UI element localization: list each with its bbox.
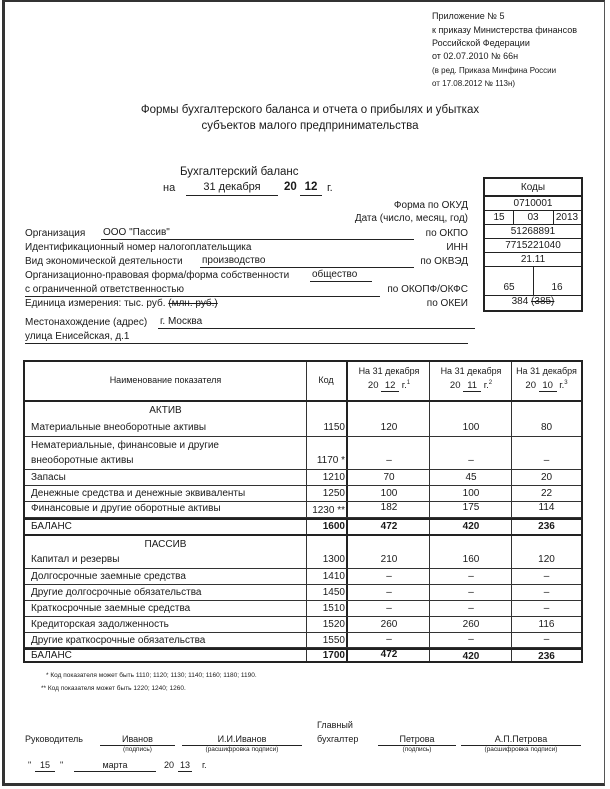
balance-year-unit: г. <box>327 182 333 194</box>
table-row <box>25 633 581 648</box>
year-value: 12 <box>381 380 399 392</box>
row-value-2011: – <box>468 603 474 614</box>
chief-name: А.П.Петрова <box>461 734 581 746</box>
header-col2-line2 <box>430 380 512 392</box>
head-signature: Иванов <box>100 734 175 746</box>
row-code: 1150 <box>323 422 345 433</box>
row-value-2010: 236 <box>538 651 555 662</box>
address-label: Местонахождение (адрес) <box>25 317 148 328</box>
row-value-2012: – <box>386 587 392 598</box>
row-name-line1: Нематериальные, финансовые и другие <box>31 440 219 451</box>
row-code: 1250 <box>322 488 345 499</box>
head-name: И.И.Иванов <box>182 734 302 746</box>
table-row <box>25 486 581 502</box>
table-row <box>25 502 581 518</box>
row-code: 1550 <box>322 635 345 646</box>
row-value-2012: 472 <box>380 649 398 660</box>
row-code: 1210 <box>322 472 345 483</box>
row-value-2010: – <box>543 587 550 598</box>
year-value: 11 <box>463 380 481 392</box>
chief-signature: Петрова <box>378 734 456 746</box>
org-label: Организация <box>25 228 86 239</box>
legal-form-field-2: с ограниченной ответственностью <box>25 284 380 297</box>
row-value-2011: – <box>468 571 474 582</box>
header-col2-line1: На 31 декабря <box>440 366 502 376</box>
page-title: Формы бухгалтерского баланса и отчета о прибылях и убытках <box>140 104 480 116</box>
row-value-2010: 20 <box>540 472 553 483</box>
okei-value: 384 <box>511 296 529 307</box>
row-code: 1700 <box>322 650 345 661</box>
row-code: 1170 * <box>316 455 345 466</box>
activity-field: производство <box>200 255 414 268</box>
page-subtitle: субъектов малого предпринимательства <box>201 120 419 132</box>
row-value-2012: 120 <box>380 422 398 433</box>
chief-name-caption: (расшифровка подписи) <box>484 746 558 753</box>
balance-title: Бухгалтерский баланс <box>180 166 299 178</box>
row-value-2012: – <box>386 571 392 582</box>
row-name: Другие краткосрочные обязательства <box>31 635 206 646</box>
table-row-total <box>25 518 581 536</box>
okfs-code: 16 <box>533 267 581 296</box>
header-col3-line1: На 31 декабря <box>516 366 577 376</box>
year-value: 10 <box>539 380 557 392</box>
row-value-2012: 100 <box>380 488 398 499</box>
codes-box <box>483 177 583 312</box>
row-value-2011: 420 <box>462 651 480 662</box>
unit-label <box>25 298 218 309</box>
date-year-code: 2013 <box>553 211 581 225</box>
codes-header: Коды <box>485 179 581 197</box>
table-row <box>25 402 581 437</box>
address-field-2: улица Енисейская, д.1 <box>25 331 468 344</box>
row-value-2010: – <box>543 634 550 645</box>
row-value-2012: – <box>386 603 392 614</box>
header-code: Код <box>318 375 334 385</box>
org-field: ООО "Пассив" <box>101 227 414 240</box>
balance-table <box>23 360 583 663</box>
date-month-code: 03 <box>513 211 553 225</box>
row-code: 1510 <box>322 603 345 614</box>
table-row <box>25 585 581 601</box>
divider <box>553 211 554 225</box>
sign-date-unit: г. <box>202 760 207 770</box>
okei-code <box>485 296 581 310</box>
appendix-line: (в ред. Приказа Минфина России <box>432 66 557 75</box>
legal-form-label: Организационно-правовая форма/форма собственности <box>25 270 290 281</box>
okpo-code: 51268891 <box>485 225 581 239</box>
footnote-1: * Код показателя может быть 1110; 1120; 1130; 1140; 1160; 1180; 1190. <box>46 672 257 679</box>
sign-date-year-prefix: 20 <box>164 760 175 770</box>
header-col1-line1: На 31 декабря <box>358 366 420 376</box>
okopf-code: 65 <box>485 267 533 296</box>
inn-label-full: Идентификационный номер налогоплательщика <box>25 242 252 253</box>
sign-date-day: 15 <box>35 760 55 772</box>
row-value-2010: 80 <box>540 422 553 433</box>
year-unit: г. <box>559 380 565 392</box>
row-value-2010: – <box>543 571 550 582</box>
row-value-2010: 120 <box>538 554 555 565</box>
okud-label: Форма по ОКУД <box>393 200 468 211</box>
balance-on-label: на <box>163 182 176 194</box>
balance-date: 31 декабря <box>186 181 278 196</box>
row-value-2010: – <box>543 455 550 466</box>
table-row <box>25 617 581 633</box>
row-name: Материальные внеоборотные активы <box>31 422 207 433</box>
header-col1-line2 <box>348 380 430 392</box>
appendix-line: от 02.07.2010 № 66н <box>432 51 519 61</box>
row-value-2010: 116 <box>538 619 555 630</box>
row-value-2012: 70 <box>383 472 395 483</box>
sign-date-quote-close: " <box>60 760 64 770</box>
inn-code: 7715221040 <box>485 239 581 253</box>
row-value-2011: 100 <box>462 488 480 499</box>
year-prefix: 20 <box>449 380 461 392</box>
appendix-line: от 17.08.2012 № 113н) <box>432 79 516 88</box>
activity-label: Вид экономической деятельности <box>25 256 183 267</box>
row-value-2011: 260 <box>462 619 480 630</box>
row-name: Другие долгосрочные обязательства <box>31 587 202 598</box>
row-value-2010: 22 <box>540 488 553 499</box>
sign-date-month: марта <box>74 760 156 772</box>
okved-code: 21.11 <box>485 253 581 267</box>
row-value-2011: 45 <box>465 472 477 483</box>
row-value-2012: 182 <box>380 502 398 513</box>
footnote-2: ** Код показателя может быть 1220; 1240; 1260. <box>41 685 186 692</box>
balance-year: 12 <box>300 181 322 196</box>
row-value-2010: 114 <box>538 502 555 513</box>
footnote-marker: 1 <box>406 380 411 386</box>
header-name: Наименование показателя <box>109 375 222 385</box>
row-value-2010: 236 <box>538 521 555 532</box>
okved-label: по ОКВЭД <box>420 256 468 267</box>
row-value-2012: 260 <box>380 619 398 630</box>
okopf-label: по ОКОПФ/ОКФС <box>387 284 468 295</box>
row-code: 1300 <box>322 554 345 565</box>
row-name: Финансовые и другие оборотные активы <box>31 503 221 514</box>
okei-label: по ОКЕИ <box>426 298 468 309</box>
balance-year-prefix: 20 <box>284 181 297 193</box>
head-signature-caption: (подпись) <box>123 746 152 753</box>
row-value-2011: 100 <box>462 422 480 433</box>
row-value-2012: 472 <box>380 521 398 532</box>
year-unit: г. <box>483 380 489 392</box>
row-value-2011: – <box>468 634 474 645</box>
row-value-2011: – <box>468 455 474 466</box>
row-name-line2: внеоборотные активы <box>31 455 134 466</box>
row-name: Кредиторская задолженность <box>31 619 169 630</box>
row-value-2012: – <box>386 634 392 645</box>
year-unit: г. <box>401 380 407 392</box>
appendix-line: Российской Федерации <box>432 38 530 48</box>
legal-form-field-1: общество <box>310 269 372 282</box>
row-value-2012: – <box>386 455 392 466</box>
table-row <box>25 437 581 470</box>
table-row-total <box>25 648 581 661</box>
footnote-marker: 3 <box>564 380 568 386</box>
year-prefix: 20 <box>525 380 536 392</box>
address-field-1: г. Москва <box>158 316 475 329</box>
head-label: Руководитель <box>25 734 83 744</box>
row-name: БАЛАНС <box>31 650 72 661</box>
header-col3-line2 <box>512 380 581 392</box>
row-value-2011: 175 <box>462 502 480 513</box>
row-code: 1600 <box>322 521 345 532</box>
date-label: Дата (число, месяц, год) <box>354 213 468 224</box>
row-value-2011: 160 <box>462 554 480 565</box>
row-name: Долгосрочные заемные средства <box>31 571 186 582</box>
table-row <box>25 470 581 486</box>
row-name: БАЛАНС <box>31 521 72 532</box>
year-prefix: 20 <box>367 380 379 392</box>
sign-date-year: 13 <box>179 760 190 770</box>
okpo-label: по ОКПО <box>425 228 468 239</box>
head-name-caption: (расшифровка подписи) <box>205 746 279 753</box>
okei-struck-value: (385) <box>531 296 555 307</box>
divider <box>533 267 534 296</box>
table-row <box>25 569 581 585</box>
row-value-2011: 420 <box>462 521 480 532</box>
row-value-2011: – <box>468 587 474 598</box>
unit-struck-text: (млн. руб.) <box>168 298 218 309</box>
appendix-line: к приказу Министерства финансов <box>432 25 578 35</box>
table-row <box>25 601 581 617</box>
chief-label-line1: Главный <box>317 720 353 730</box>
section-liabilities: ПАССИВ <box>144 539 187 550</box>
row-name: Капитал и резервы <box>31 554 120 565</box>
table-row <box>25 536 581 569</box>
row-code: 1230 ** <box>312 505 345 516</box>
row-name: Запасы <box>31 472 66 483</box>
row-value-2010: – <box>543 603 550 614</box>
divider <box>513 211 514 225</box>
row-code: 1520 <box>322 619 345 630</box>
unit-label-text: Единица измерения: тыс. руб. <box>25 298 166 309</box>
row-name: Денежные средства и денежные эквиваленты <box>31 488 246 499</box>
table-header-row <box>25 362 581 402</box>
row-name: Краткосрочные заемные средства <box>31 603 191 614</box>
inn-label: ИНН <box>446 242 468 253</box>
row-code: 1450 <box>322 587 345 598</box>
okud-code: 0710001 <box>485 197 581 211</box>
section-assets: АКТИВ <box>149 405 182 416</box>
footnote-marker: 2 <box>488 380 493 386</box>
chief-signature-caption: (подпись) <box>402 746 432 753</box>
row-code: 1410 <box>322 571 345 582</box>
appendix-line: Приложение № 5 <box>432 11 505 21</box>
sign-date-quote-open: " <box>28 760 32 770</box>
row-value-2012: 210 <box>380 554 398 565</box>
date-day-code: 15 <box>485 211 513 225</box>
chief-label-line2: бухгалтер <box>317 734 359 744</box>
